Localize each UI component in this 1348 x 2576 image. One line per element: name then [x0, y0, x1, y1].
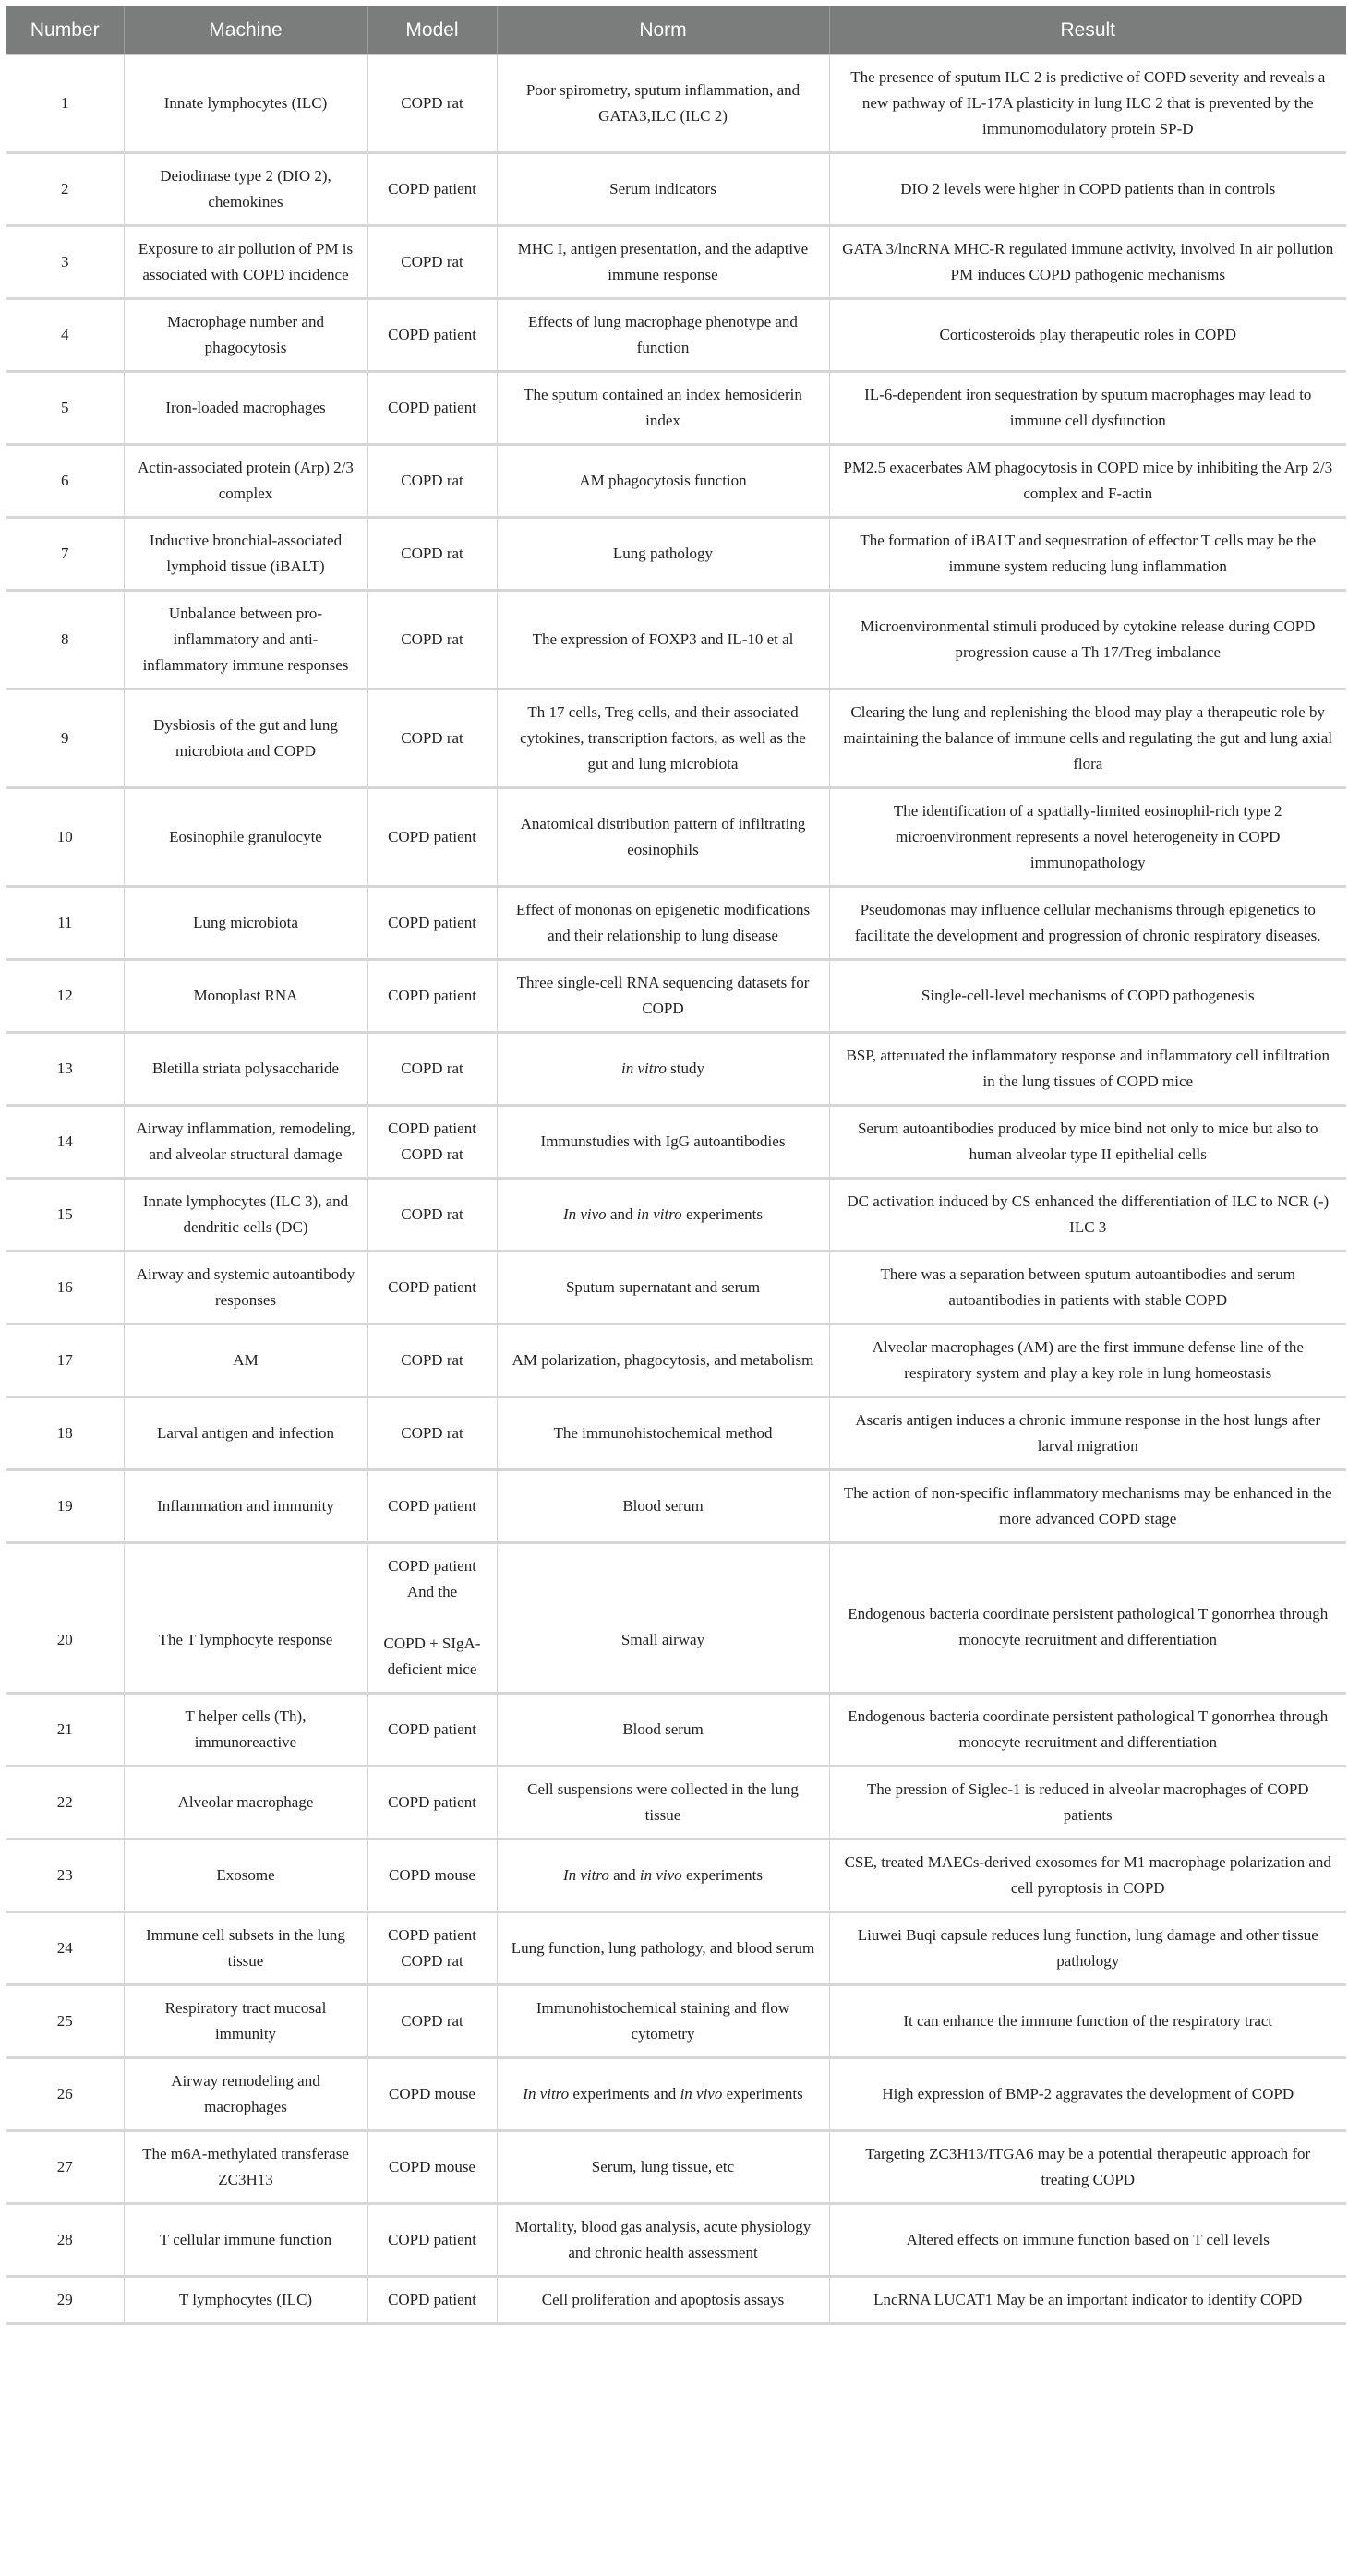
- cell-result: Clearing the lung and replenishing the blood may play a therapeutic role by maintaining the balance of immune cells and regulating the gut and lung axial flora: [829, 689, 1346, 788]
- cell-number: 23: [6, 1839, 124, 1912]
- cell-norm: [497, 299, 829, 372]
- cell-norm: [497, 1767, 829, 1839]
- cell-machine: Exposure to air pollution of PM is associated with COPD incidence: [124, 226, 367, 299]
- cell-number: 28: [6, 2204, 124, 2277]
- cell-result: The pression of Siglec-1 is reduced in alveolar macrophages of COPD patients: [829, 1767, 1346, 1839]
- text: Cell proliferation and apoptosis assays: [541, 2291, 785, 2308]
- cell-machine: Larval antigen and infection: [124, 1397, 367, 1470]
- cell-norm: [497, 1470, 829, 1543]
- cell-machine: Innate lymphocytes (ILC): [124, 54, 367, 153]
- cell-machine: T cellular immune function: [124, 2204, 367, 2277]
- cell-number: 17: [6, 1324, 124, 1397]
- table-row: [6, 445, 1346, 518]
- text: Serum, lung tissue, etc: [591, 2158, 735, 2175]
- text: Lung pathology: [612, 545, 714, 562]
- cell-result: Altered effects on immune function based on T cell levels: [829, 2204, 1346, 2277]
- text: Sputum supernatant and serum: [565, 1278, 761, 1296]
- cell-machine: Airway remodeling and macrophages: [124, 2058, 367, 2131]
- cell-result: CSE, treated MAECs-derived exosomes for M1 macrophage polarization and cell pyroptosis in COPD: [829, 1839, 1346, 1912]
- text: Immunohistochemical staining and flow cytometry: [536, 1999, 790, 2043]
- text: Three single-cell RNA sequencing datasets for COPD: [516, 974, 810, 1017]
- cell-model: COPD rat: [367, 1985, 497, 2058]
- cell-norm: [497, 518, 829, 591]
- cell-model: COPD rat: [367, 445, 497, 518]
- table-row: [6, 518, 1346, 591]
- cell-result: BSP, attenuated the inflammatory response and inflammatory cell infiltration in the lung tissues of COPD mice: [829, 1033, 1346, 1106]
- italic-text: in vitro: [620, 1060, 667, 1077]
- cell-result: The action of non-specific inflammatory mechanisms may be enhanced in the more advanced COPD stage: [829, 1470, 1346, 1543]
- table-row: [6, 1397, 1346, 1470]
- text: experiments: [722, 2085, 803, 2103]
- cell-number: 22: [6, 1767, 124, 1839]
- cell-norm: [497, 1324, 829, 1397]
- cell-result: Single-cell-level mechanisms of COPD pathogenesis: [829, 960, 1346, 1033]
- table-row: [6, 788, 1346, 887]
- cell-norm: [497, 1694, 829, 1767]
- table-row: [6, 1767, 1346, 1839]
- cell-norm: [497, 2204, 829, 2277]
- text: and: [608, 1866, 640, 1884]
- cell-number: 21: [6, 1694, 124, 1767]
- cell-model: COPD rat: [367, 1179, 497, 1252]
- table-row: [6, 226, 1346, 299]
- text: The sputum contained an index hemosiderin index: [524, 386, 802, 429]
- cell-machine: Macrophage number and phagocytosis: [124, 299, 367, 372]
- table-row: [6, 1033, 1346, 1106]
- cell-norm: [497, 226, 829, 299]
- cell-result: Liuwei Buqi capsule reduces lung function, lung damage and other tissue pathology: [829, 1912, 1346, 1985]
- header-row: [6, 6, 1346, 54]
- cell-number: 16: [6, 1252, 124, 1324]
- text: AM phagocytosis function: [579, 472, 747, 489]
- cell-result: Ascaris antigen induces a chronic immune response in the host lungs after larval migration: [829, 1397, 1346, 1470]
- cell-norm: [497, 1397, 829, 1470]
- cell-norm: [497, 788, 829, 887]
- text: Serum indicators: [609, 180, 716, 198]
- table-row: [6, 372, 1346, 445]
- cell-number: 6: [6, 445, 124, 518]
- cell-model: COPD patient COPD rat: [367, 1106, 497, 1179]
- cell-machine: Dysbiosis of the gut and lung microbiota and COPD: [124, 689, 367, 788]
- text: experiments: [681, 1866, 764, 1884]
- cell-model: COPD patient COPD rat: [367, 1912, 497, 1985]
- cell-machine: Airway inflammation, remodeling, and alveolar structural damage: [124, 1106, 367, 1179]
- text: The immunohistochemical method: [553, 1424, 773, 1442]
- cell-model: COPD rat: [367, 591, 497, 689]
- text: Effects of lung macrophage phenotype and function: [528, 313, 798, 356]
- cell-result: Pseudomonas may influence cellular mechanisms through epigenetics to facilitate the development and progression of chronic respiratory diseases.: [829, 887, 1346, 960]
- table-row: [6, 1694, 1346, 1767]
- header-result: Result: [829, 6, 1346, 54]
- table-row: [6, 1470, 1346, 1543]
- cell-number: 12: [6, 960, 124, 1033]
- header-number: Number: [6, 6, 124, 54]
- cell-machine: Deiodinase type 2 (DIO 2), chemokines: [124, 153, 367, 226]
- table-row: [6, 1324, 1346, 1397]
- cell-number: 3: [6, 226, 124, 299]
- cell-number: 29: [6, 2277, 124, 2324]
- table-row: [6, 1543, 1346, 1694]
- cell-norm: [497, 372, 829, 445]
- cell-norm: [497, 1543, 829, 1694]
- table-row: [6, 299, 1346, 372]
- table-row: [6, 689, 1346, 788]
- cell-machine: Respiratory tract mucosal immunity: [124, 1985, 367, 2058]
- cell-norm: [497, 153, 829, 226]
- cell-result: Microenvironmental stimuli produced by cytokine release during COPD progression cause a Th 17/Treg imbalance: [829, 591, 1346, 689]
- cell-norm: [497, 887, 829, 960]
- cell-result: High expression of BMP-2 aggravates the development of COPD: [829, 2058, 1346, 2131]
- table-row: [6, 1985, 1346, 2058]
- cell-number: 14: [6, 1106, 124, 1179]
- cell-norm: [497, 2277, 829, 2324]
- cell-number: 5: [6, 372, 124, 445]
- cell-norm: [497, 1106, 829, 1179]
- text: Mortality, blood gas analysis, acute physiology and chronic health assessment: [514, 2218, 812, 2261]
- text: MHC I, antigen presentation, and the adaptive immune response: [517, 240, 809, 283]
- cell-norm: [497, 1252, 829, 1324]
- cell-number: 13: [6, 1033, 124, 1106]
- header-model: Model: [367, 6, 497, 54]
- cell-machine: Inductive bronchial-associated lymphoid tissue (iBALT): [124, 518, 367, 591]
- table-row: [6, 2131, 1346, 2204]
- cell-machine: Alveolar macrophage: [124, 1767, 367, 1839]
- cell-result: DIO 2 levels were higher in COPD patients than in controls: [829, 153, 1346, 226]
- cell-model: COPD patient: [367, 2277, 497, 2324]
- text: study: [666, 1060, 705, 1077]
- table-row: [6, 153, 1346, 226]
- italic-text: in vivo: [680, 2085, 723, 2103]
- table-row: [6, 1106, 1346, 1179]
- cell-result: It can enhance the immune function of the respiratory tract: [829, 1985, 1346, 2058]
- text: The expression of FOXP3 and IL-10 et al: [532, 630, 794, 648]
- cell-model: COPD rat: [367, 1324, 497, 1397]
- header-machine: Machine: [124, 6, 367, 54]
- cell-machine: Eosinophile granulocyte: [124, 788, 367, 887]
- text: Anatomical distribution pattern of infiltrating eosinophils: [520, 815, 806, 858]
- cell-norm: [497, 591, 829, 689]
- cell-norm: [497, 2058, 829, 2131]
- cell-model: COPD patient: [367, 788, 497, 887]
- table-row: [6, 1179, 1346, 1252]
- cell-machine: Airway and systemic autoantibody responses: [124, 1252, 367, 1324]
- cell-machine: The m6A-methylated transferase ZC3H13: [124, 2131, 367, 2204]
- cell-result: PM2.5 exacerbates AM phagocytosis in COPD mice by inhibiting the Arp 2/3 complex and F-actin: [829, 445, 1346, 518]
- cell-number: 9: [6, 689, 124, 788]
- cell-machine: Innate lymphocytes (ILC 3), and dendritic cells (DC): [124, 1179, 367, 1252]
- cell-result: The formation of iBALT and sequestration of effector T cells may be the immune system reducing lung inflammation: [829, 518, 1346, 591]
- cell-number: 25: [6, 1985, 124, 2058]
- cell-model: COPD rat: [367, 1397, 497, 1470]
- cell-model: COPD rat: [367, 689, 497, 788]
- cell-model: COPD patient: [367, 2204, 497, 2277]
- cell-machine: Immune cell subsets in the lung tissue: [124, 1912, 367, 1985]
- cell-result: Endogenous bacteria coordinate persistent pathological T gonorrhea through monocyte recruitment and differentiation: [829, 1694, 1346, 1767]
- cell-model: COPD patient: [367, 299, 497, 372]
- cell-norm: [497, 54, 829, 153]
- cell-number: 1: [6, 54, 124, 153]
- table-row: [6, 960, 1346, 1033]
- cell-machine: Actin-associated protein (Arp) 2/3 complex: [124, 445, 367, 518]
- italic-text: In vitro: [523, 2085, 570, 2103]
- cell-number: 27: [6, 2131, 124, 2204]
- cell-result: Corticosteroids play therapeutic roles in COPD: [829, 299, 1346, 372]
- cell-result: Targeting ZC3H13/ITGA6 may be a potential therapeutic approach for treating COPD: [829, 2131, 1346, 2204]
- cell-norm: [497, 1033, 829, 1106]
- cell-norm: [497, 445, 829, 518]
- cell-number: 2: [6, 153, 124, 226]
- cell-model: COPD mouse: [367, 1839, 497, 1912]
- table-row: [6, 2058, 1346, 2131]
- text: experiments and: [569, 2085, 680, 2103]
- cell-model: COPD rat: [367, 54, 497, 153]
- cell-model: COPD patient: [367, 1470, 497, 1543]
- italic-text: In vitro: [562, 1866, 609, 1884]
- cell-norm: [497, 960, 829, 1033]
- cell-result: IL-6-dependent iron sequestration by sputum macrophages may lead to immune cell dysfunction: [829, 372, 1346, 445]
- cell-machine: Exosome: [124, 1839, 367, 1912]
- table-row: [6, 591, 1346, 689]
- table-row: [6, 1252, 1346, 1324]
- cell-model: COPD patient And the COPD + SIgA-deficient mice: [367, 1543, 497, 1694]
- cell-number: 10: [6, 788, 124, 887]
- table-row: [6, 1839, 1346, 1912]
- cell-model: COPD patient: [367, 153, 497, 226]
- table-row: [6, 1912, 1346, 1985]
- cell-result: There was a separation between sputum autoantibodies and serum autoantibodies in patients with stable COPD: [829, 1252, 1346, 1324]
- cell-model: COPD patient: [367, 372, 497, 445]
- cell-number: 7: [6, 518, 124, 591]
- cell-number: 4: [6, 299, 124, 372]
- cell-machine: Inflammation and immunity: [124, 1470, 367, 1543]
- table-row: [6, 2277, 1346, 2324]
- italic-text: in vivo: [639, 1866, 682, 1884]
- cell-norm: [497, 1912, 829, 1985]
- text: and: [606, 1205, 637, 1223]
- cell-number: 24: [6, 1912, 124, 1985]
- cell-model: COPD mouse: [367, 2131, 497, 2204]
- cell-result: Alveolar macrophages (AM) are the first immune defense line of the respiratory system and play a key role in lung homeostasis: [829, 1324, 1346, 1397]
- cell-model: COPD mouse: [367, 2058, 497, 2131]
- cell-machine: AM: [124, 1324, 367, 1397]
- cell-number: 11: [6, 887, 124, 960]
- text: Blood serum: [622, 1720, 704, 1738]
- cell-model: COPD rat: [367, 226, 497, 299]
- cell-result: The identification of a spatially-limited eosinophil-rich type 2 microenvironment represents a novel heterogeneity in COPD immunopathology: [829, 788, 1346, 887]
- text: Immunstudies with IgG autoantibodies: [540, 1132, 786, 1150]
- cell-model: COPD patient: [367, 1694, 497, 1767]
- data-table: [6, 6, 1346, 2325]
- cell-number: 15: [6, 1179, 124, 1252]
- cell-norm: [497, 689, 829, 788]
- text: AM polarization, phagocytosis, and metabolism: [512, 1351, 814, 1369]
- cell-machine: Lung microbiota: [124, 887, 367, 960]
- cell-result: DC activation induced by CS enhanced the differentiation of ILC to NCR (-) ILC 3: [829, 1179, 1346, 1252]
- header-norm: Norm: [497, 6, 829, 54]
- cell-machine: Bletilla striata polysaccharide: [124, 1033, 367, 1106]
- table-row: [6, 54, 1346, 153]
- cell-result: The presence of sputum ILC 2 is predictive of COPD severity and reveals a new pathway of IL-17A plasticity in lung ILC 2 that is prevented by the immunomodulatory protein SP-D: [829, 54, 1346, 153]
- cell-result: GATA 3/lncRNA MHC-R regulated immune activity, involved In air pollution PM induces COPD pathogenic mechanisms: [829, 226, 1346, 299]
- cell-machine: Unbalance between pro-inflammatory and anti-inflammatory immune responses: [124, 591, 367, 689]
- cell-number: 18: [6, 1397, 124, 1470]
- table-row: [6, 2204, 1346, 2277]
- text: Effect of mononas on epigenetic modifications and their relationship to lung disease: [515, 901, 811, 944]
- cell-number: 8: [6, 591, 124, 689]
- cell-norm: [497, 1985, 829, 2058]
- table-row: [6, 887, 1346, 960]
- cell-norm: [497, 1179, 829, 1252]
- cell-model: COPD patient: [367, 887, 497, 960]
- cell-model: COPD rat: [367, 1033, 497, 1106]
- cell-number: 19: [6, 1470, 124, 1543]
- cell-number: 26: [6, 2058, 124, 2131]
- cell-number: 20: [6, 1543, 124, 1694]
- text: Th 17 cells, Treg cells, and their associated cytokines, transcription factors, as well as the gut and lung microbiota: [520, 703, 806, 773]
- cell-result: Endogenous bacteria coordinate persistent pathological T gonorrhea through monocyte recruitment and differentiation: [829, 1543, 1346, 1694]
- text: experiments: [681, 1205, 764, 1223]
- cell-model: COPD patient: [367, 1252, 497, 1324]
- italic-text: In vivo: [562, 1205, 607, 1223]
- cell-machine: T lymphocytes (ILC): [124, 2277, 367, 2324]
- cell-model: COPD patient: [367, 960, 497, 1033]
- cell-machine: Monoplast RNA: [124, 960, 367, 1033]
- table-body: [6, 54, 1346, 2324]
- cell-result: LncRNA LUCAT1 May be an important indicator to identify COPD: [829, 2277, 1346, 2324]
- italic-text: in vitro: [636, 1205, 682, 1223]
- cell-machine: Iron-loaded macrophages: [124, 372, 367, 445]
- cell-norm: [497, 2131, 829, 2204]
- cell-model: COPD patient: [367, 1767, 497, 1839]
- text: Poor spirometry, sputum inflammation, and GATA3,ILC (ILC 2): [525, 81, 800, 125]
- text: Blood serum: [622, 1497, 704, 1515]
- cell-machine: The T lymphocyte response: [124, 1543, 367, 1694]
- cell-model: COPD rat: [367, 518, 497, 591]
- text: Cell suspensions were collected in the lung tissue: [527, 1780, 799, 1824]
- cell-result: Serum autoantibodies produced by mice bind not only to mice but also to human alveolar type II epithelial cells: [829, 1106, 1346, 1179]
- text: Lung function, lung pathology, and blood serum: [511, 1939, 815, 1957]
- text: Small airway: [620, 1631, 705, 1648]
- cell-machine: T helper cells (Th), immunoreactive: [124, 1694, 367, 1767]
- cell-norm: [497, 1839, 829, 1912]
